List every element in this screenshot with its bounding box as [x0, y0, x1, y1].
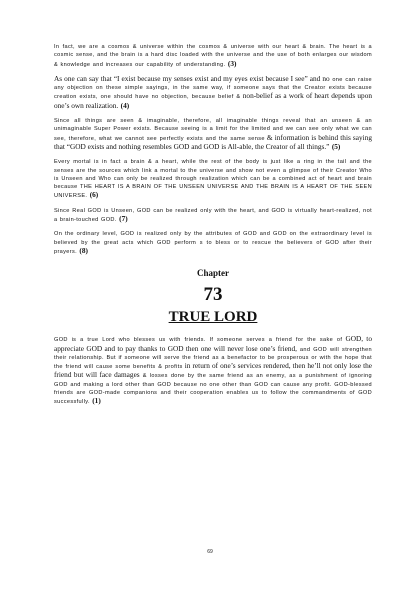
chapter-title: TRUE LORD [168, 309, 258, 326]
text-run: non-belief as a work of heart depends upon one’s own realization. [54, 91, 373, 110]
text-run: Since all things are seen & imaginable, therefore, all imaginable things reveal that an unseen & an unimaginable Super Power exists. Because seeing is a limit for the limited and we can see only what we can see, therefore, what we cannot see perfectly exists and the same sense [54, 118, 372, 142]
text-run: In fact, we are a cosmos & universe within the cosmos & universe with our heart & brain. The heart is a cosmic sense, and the brain is a hard disc loaded with the universe and the use of both enlarges our wisdom & knowledge and increases our capability of understanding. [54, 44, 372, 68]
paragraph [54, 75, 372, 111]
paragraph [54, 207, 372, 225]
page-number: 69 [207, 549, 213, 555]
reference-marker: (6) [89, 190, 99, 200]
intro-section [54, 43, 372, 256]
paragraph [54, 43, 372, 69]
paragraph [54, 117, 372, 152]
text-run: one can raise any objection on these simple sayings, in the same way, if someone says that the Creator exists because creation exists, one should have no objection, because belief & [54, 76, 372, 101]
text-run: Since Real GOD is Unseen, GOD can be realized only with the heart, and GOD is virtually heart-realized, not a brain-touched GOD. [54, 207, 372, 224]
reference-marker: (3) [227, 58, 237, 68]
text-run: Every mortal is in fact a brain & a heart, while the rest of the body is just like a ring in the tail and the senses are the sources which link a mortal to the universe and show not even a glimpse of their Creator Who is Unseen and Who can only be realized through realization which can be a combined act of heart and brain because THE HEART IS A BRAIN OF THE UNSEEN UNIVERSE AND THE BRAIN IS A HEART OF THE SEEN UNIVERSE. [54, 159, 372, 200]
text-run: and GOD will strengthen their relationship. But if someone will serve the friend as a benefactor to be prosperous or with the hope that the friend will cause some benefits & profits [54, 346, 372, 371]
reference-marker: (4) [120, 100, 130, 110]
text-run: & losses done by the same friend as an enemy, as a punishment of ignoring GOD and making a lord other than GOD because no one other than GOD can cause any profit. GOD-blessed friends are GOD-made companions and their cooperation enables us to follow the commandments of GOD successfully. [54, 373, 372, 406]
paragraph [54, 230, 372, 256]
text-run: GOD is a true Lord who blesses us with friends. If someone serves a friend for the sake of [54, 337, 343, 344]
document-page [54, 43, 372, 413]
reference-marker: (7) [119, 214, 128, 224]
text-run: GOD, to appreciate GOD and to pay thanks to GOD then one will never lose one’s friend, [54, 334, 372, 353]
text-run: As one can say that “I exist because my senses exist and my eyes exist because I see” and no [54, 73, 330, 83]
paragraph [54, 158, 372, 200]
reference-marker: (1) [92, 396, 101, 406]
chapter-body [54, 335, 372, 406]
chapter-number: 73 [203, 284, 223, 306]
text-run: in return of one’s services rendered, then he’ll not only lose the friend but will face damages [54, 361, 373, 380]
reference-marker: (8) [79, 245, 88, 255]
reference-marker: (5) [331, 141, 341, 151]
chapter-label: Chapter [197, 268, 229, 279]
paragraph [54, 335, 372, 406]
text-run: & information is behind this saying that “GOD exists and nothing resembles GOD and GOD is All-able, the Creator of all things.” [54, 132, 372, 151]
text-run: On the ordinary level, GOD is realized only by the attributes of GOD and GOD on the extraordinary level is believed by the great acts which GOD perform s to bless or to rescue the believers of GOD after their prayers. [54, 231, 372, 255]
